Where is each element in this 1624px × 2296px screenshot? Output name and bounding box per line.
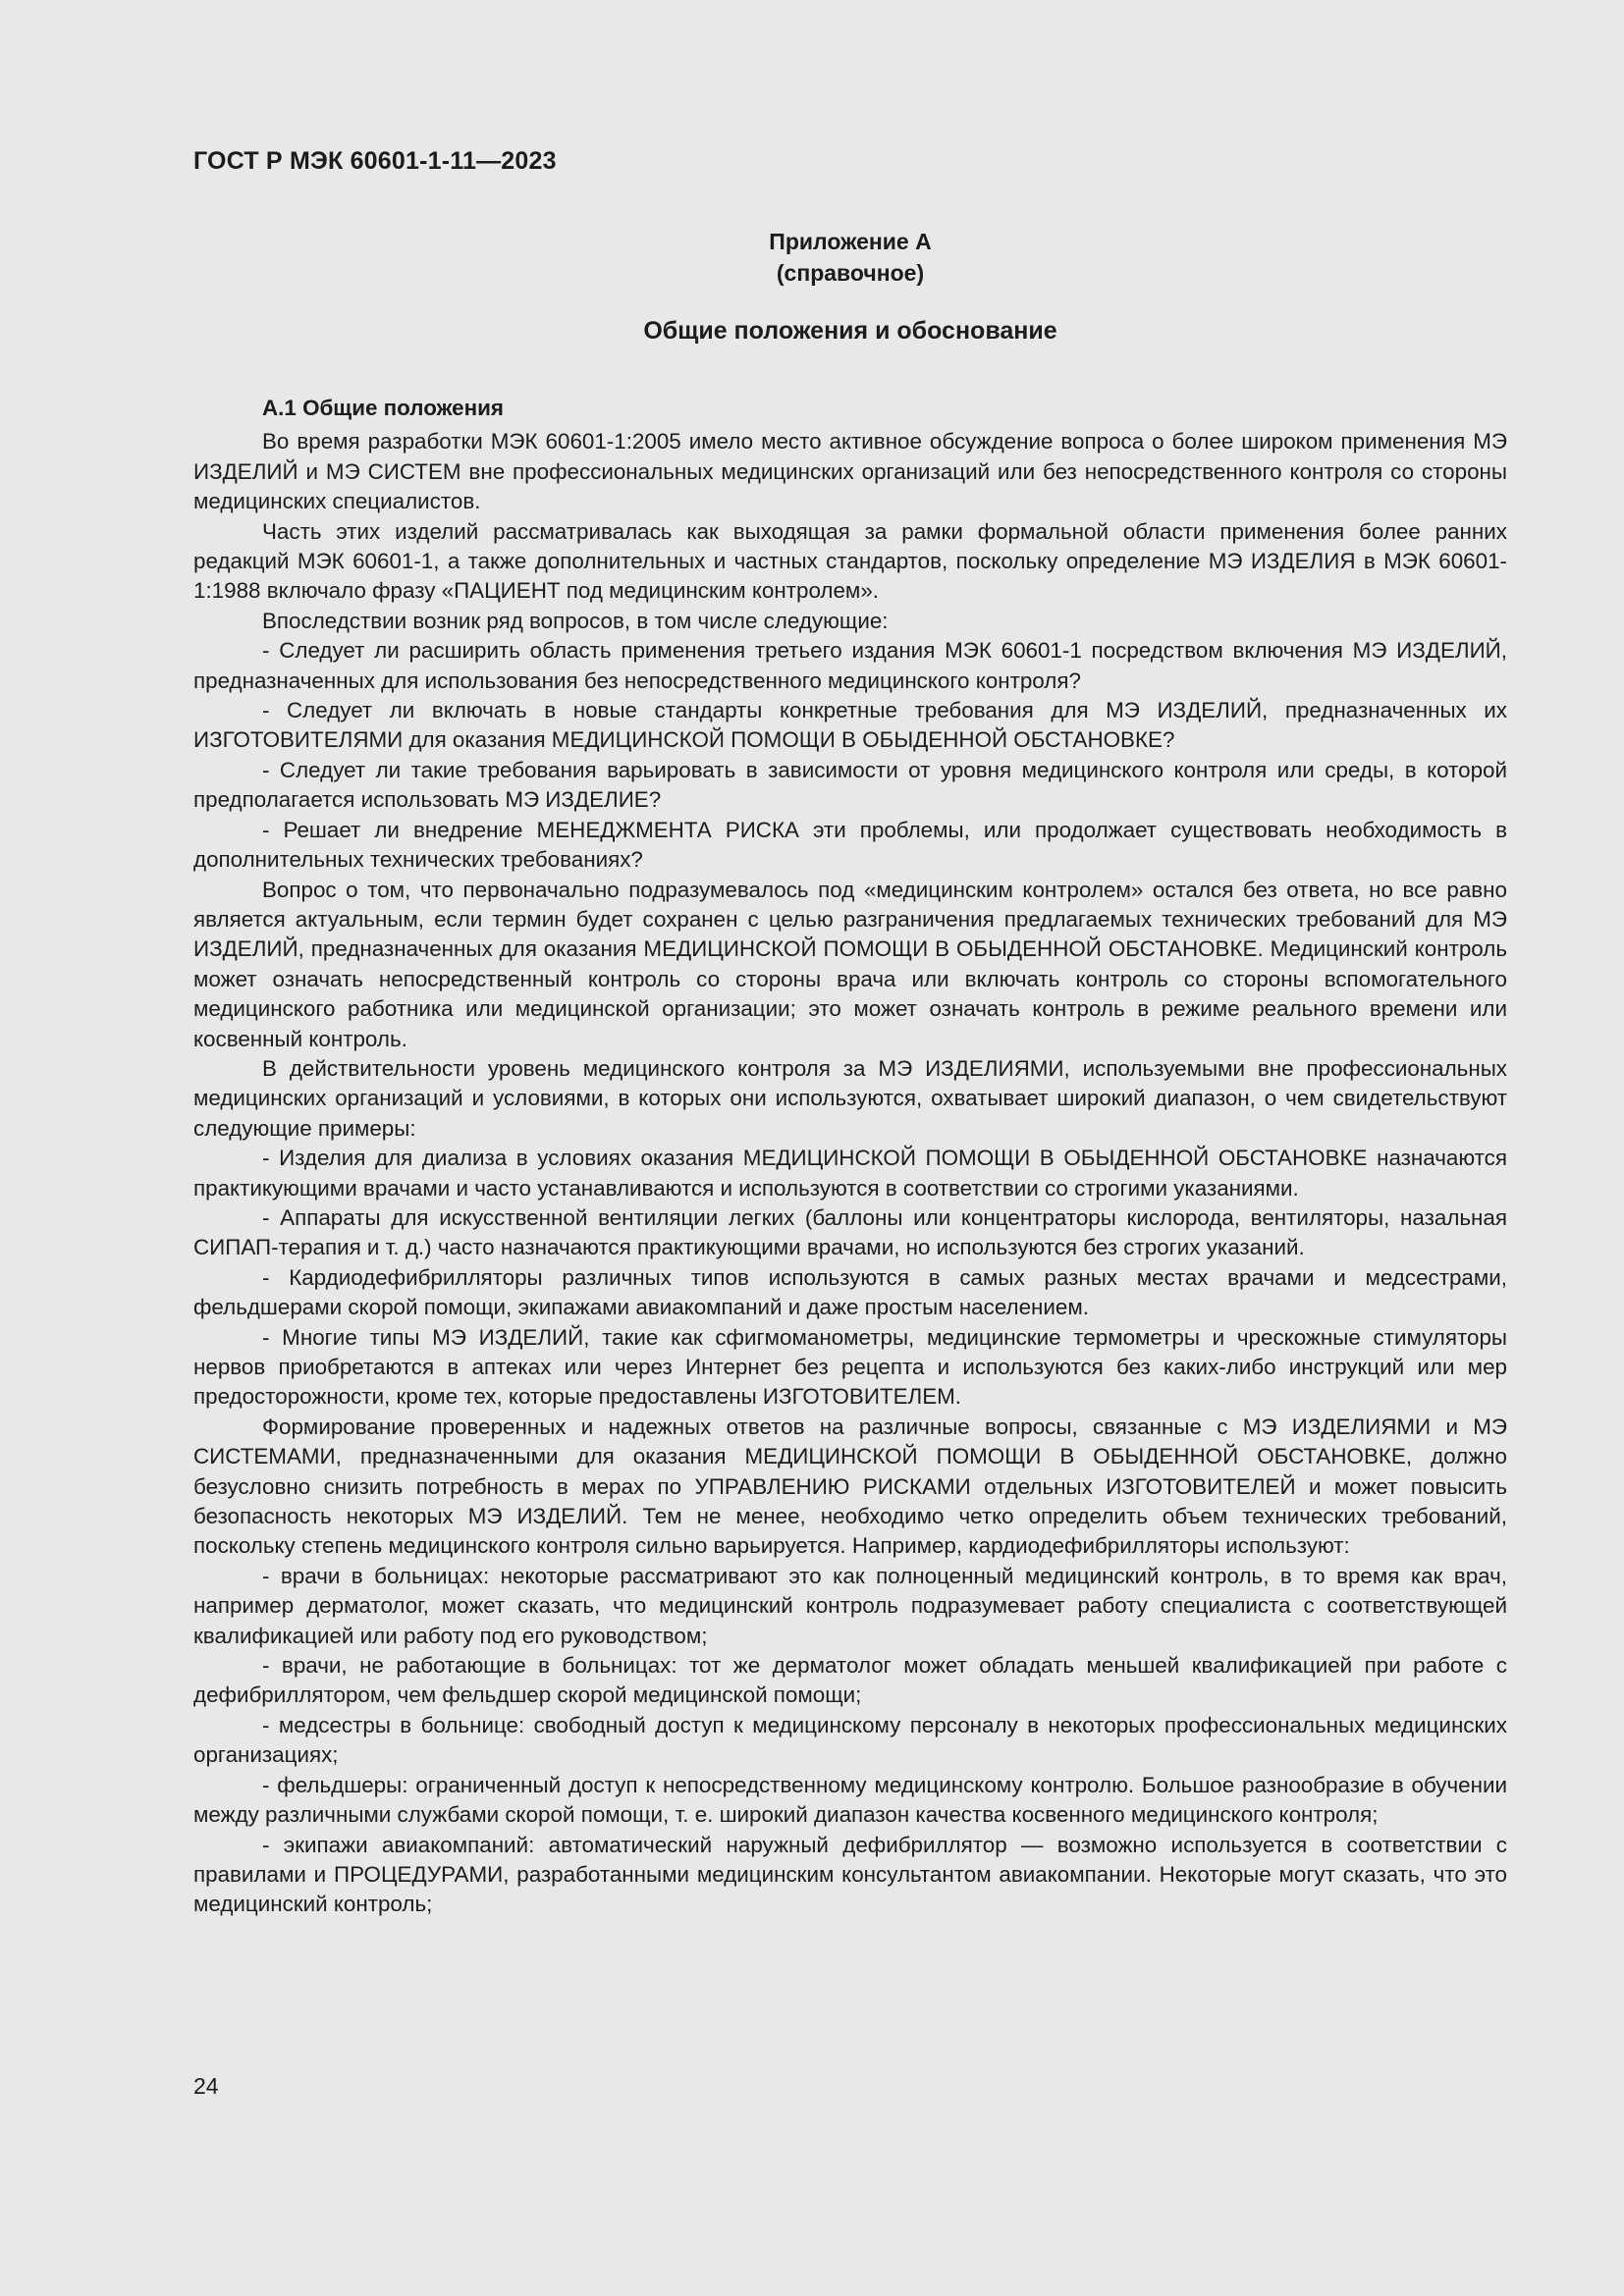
paragraph: Формирование проверенных и надежных ответов на различные вопросы, связанные с МЭ ИЗДЕЛИЯМИ и МЭ СИСТЕМАМИ, предназначенными для оказания МЕДИЦИНСКОЙ ПОМОЩИ В ОБЫДЕННОЙ ОБСТАНОВКЕ, должно безусловно снизить потребность в мерах по УПРАВЛЕНИЮ РИСКАМИ отдельных ИЗГОТОВИТЕЛЕЙ и может повысить безопасность некоторых МЭ ИЗДЕЛИЙ. Тем не менее, необходимо четко определить объем технических требований, поскольку степень медицинского контроля сильно варьируется. Например, кардиодефибрилляторы используют: xyxy=(193,1414,1507,1559)
list-item: - Кардиодефибрилляторы различных типов используются в самых разных местах врачами и медсестрами, фельдшерами скорой помощи, экипажами авиакомпаний и даже простым населением. xyxy=(193,1264,1507,1320)
list-item: - Следует ли расширить область применения третьего издания МЭК 60601-1 посредством включения МЭ ИЗДЕЛИЙ, предназначенных для использования без непосредственного медицинского контроля? xyxy=(193,638,1507,693)
list-item: - врачи в больницах: некоторые рассматривают это как полноценный медицинский контроль, в то время как врач, например дерматолог, может сказать, что медицинский контроль подразумевает работу специалиста с соответствующей квалификацией или работу под его руководством; xyxy=(193,1563,1507,1648)
list-item: - медсестры в больнице: свободный доступ к медицинскому персоналу в некоторых профессиональных медицинских организациях; xyxy=(193,1712,1507,1768)
appendix-heading xyxy=(193,226,1507,289)
list-item: - экипажи авиакомпаний: автоматический наружный дефибриллятор — возможно используется в соответствии с правилами и ПРОЦЕДУРАМИ, разработанными медицинским консультантом авиакомпании. Некоторые могут сказать, что это медицинский контроль; xyxy=(193,1832,1507,1917)
body-text xyxy=(193,394,1507,1920)
list-item: - Многие типы МЭ ИЗДЕЛИЙ, такие как сфигмоманометры, медицинские термометры и чрескожные стимуляторы нервов приобретаются в аптеках или через Интернет без рецепта и используются без каких-либо инструкций или мер предосторожности, кроме тех, которые предоставлены ИЗГОТОВИТЕЛЕМ. xyxy=(193,1324,1507,1410)
list-item: - врачи, не работающие в больницах: тот же дерматолог может обладать меньшей квалификацией при работе с дефибриллятором, чем фельдшер скорой медицинской помощи; xyxy=(193,1653,1507,1708)
paragraph: Вопрос о том, что первоначально подразумевалось под «медицинским контролем» остался без ответа, но все равно является актуальным, если термин будет сохранен с целью разграничения предлагаемых технических требований для МЭ ИЗДЕЛИЙ, предназначенных для оказания МЕДИЦИНСКОЙ ПОМОЩИ В ОБЫДЕННОЙ ОБСТАНОВКЕ. Медицинский контроль может означать непосредственный контроль со стороны врача или включать контроль со стороны вспомогательного медицинского работника или медицинской организации; это может означать контроль в режиме реального времени или косвенный контроль. xyxy=(193,877,1507,1051)
subsection-title: А.1 Общие положения xyxy=(262,396,504,420)
appendix-type: (справочное) xyxy=(776,260,925,286)
appendix-title: Приложение А xyxy=(769,229,932,254)
paragraph: Впоследствии возник ряд вопросов, в том числе следующие: xyxy=(262,608,889,633)
list-item: - фельдшеры: ограниченный доступ к непосредственному медицинскому контролю. Большое разнообразие в обучении между различными службами скорой помощи, т. е. широкий диапазон качества косвенного медицинского контроля; xyxy=(193,1772,1507,1828)
list-item: - Следует ли включать в новые стандарты конкретные требования для МЭ ИЗДЕЛИЙ, предназначенных их ИЗГОТОВИТЕЛЯМИ для оказания МЕДИЦИНСКОЙ ПОМОЩИ В ОБЫДЕННОЙ ОБСТАНОВКЕ? xyxy=(193,698,1507,753)
page-number: 24 xyxy=(193,2073,219,2099)
paragraph: Во время разработки МЭК 60601-1:2005 имело место активное обсуждение вопроса о более широком применения МЭ ИЗДЕЛИЙ и МЭ СИСТЕМ вне профессиональных медицинских организаций или без непосредственного контроля со стороны медицинских специалистов. xyxy=(193,429,1507,514)
list-item: - Аппараты для искусственной вентиляции легких (баллоны или концентраторы кислорода, вентиляторы, назальная СИПАП-терапия и т. д.) часто назначаются практикующими врачами, но используются без строгих указаний. xyxy=(193,1204,1507,1260)
paragraph: В действительности уровень медицинского контроля за МЭ ИЗДЕЛИЯМИ, используемыми вне профессиональных медицинских организаций и условиями, в которых они используются, охватывает широкий диапазон, о чем свидетельствуют следующие примеры: xyxy=(193,1055,1507,1141)
list-item: - Изделия для диализа в условиях оказания МЕДИЦИНСКОЙ ПОМОЩИ В ОБЫДЕННОЙ ОБСТАНОВКЕ назначаются практикующими врачами и часто устанавливаются и используются в соответствии со строгими указаниями. xyxy=(193,1146,1507,1201)
list-item: - Решает ли внедрение МЕНЕДЖМЕНТА РИСКА эти проблемы, или продолжает существовать необходимость в дополнительных технических требованиях? xyxy=(193,817,1507,873)
paragraph: Часть этих изделий рассматривалась как выходящая за рамки формальной области применения более ранних редакций МЭК 60601-1, а также дополнительных и частных стандартов, поскольку определение МЭ ИЗДЕЛИЯ в МЭК 60601-1:1988 включало фразу «ПАЦИЕНТ под медицинским контролем». xyxy=(193,518,1507,604)
section-title: Общие положения и обоснование xyxy=(643,317,1057,345)
document-code: ГОСТ Р МЭК 60601-1-11—2023 xyxy=(193,147,557,175)
list-item: - Следует ли такие требования варьировать в зависимости от уровня медицинского контроля или среды, в которой предполагается использовать МЭ ИЗДЕЛИЕ? xyxy=(193,757,1507,813)
